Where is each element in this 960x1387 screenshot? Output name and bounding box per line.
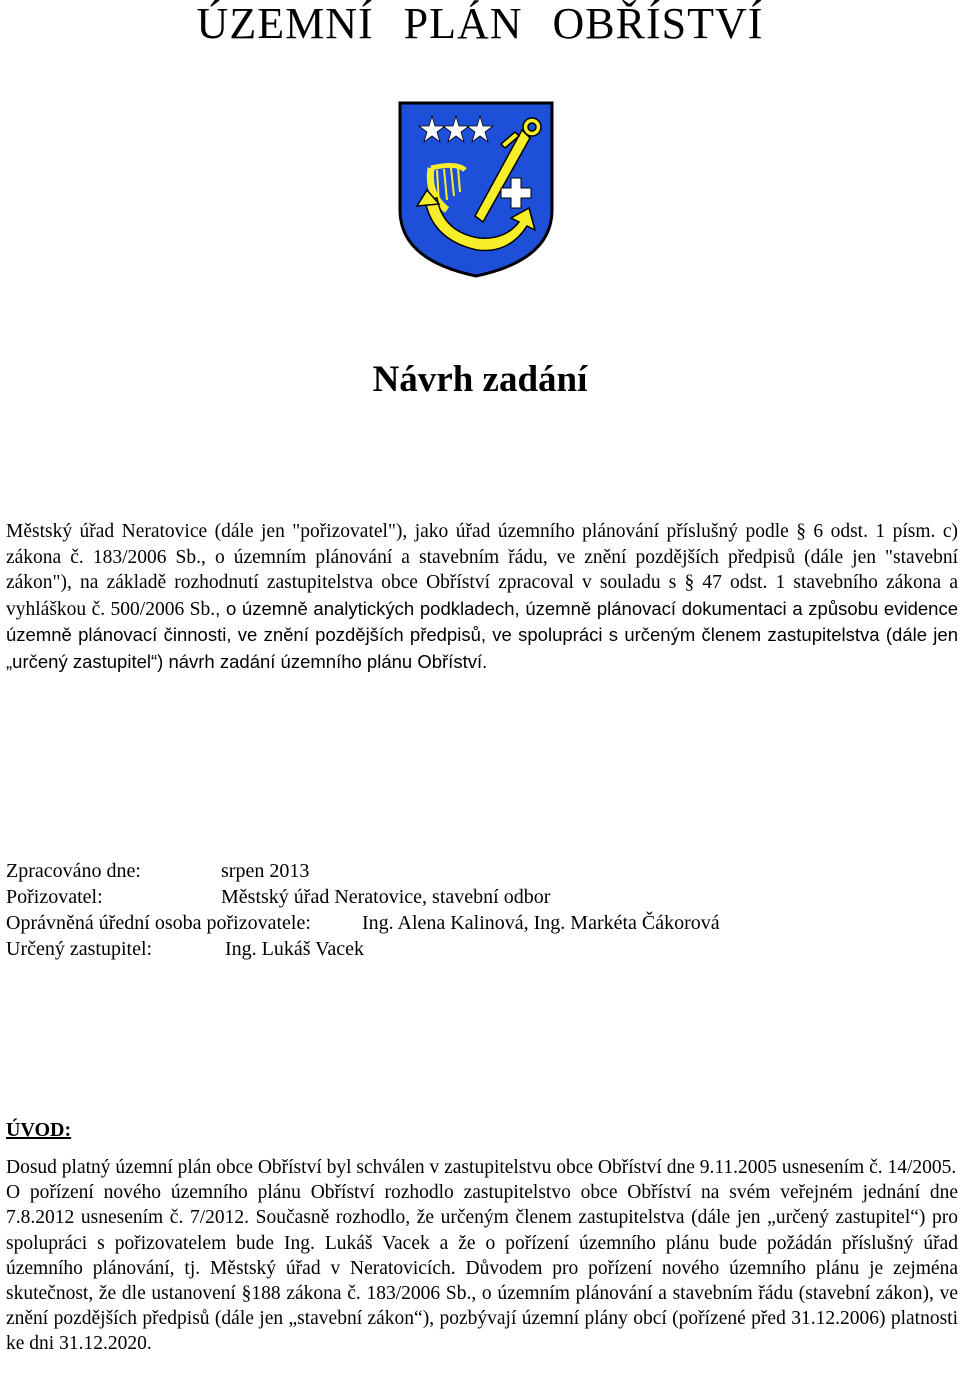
section-heading-uvod: ÚVOD: xyxy=(6,1119,72,1141)
representative-label: Určený zastupitel: xyxy=(6,938,153,960)
body-paragraph: Dosud platný územní plán obce Obříství byl schválen v zastupitelstvu obce Obříství dne 9.11.2005 usnesením č. 14/2005. xyxy=(6,1157,957,1178)
metadata-row-procurer xyxy=(6,884,958,910)
section-body xyxy=(6,1155,958,1357)
municipal-coat-of-arms xyxy=(397,100,555,278)
official-label: Oprávněná úřední osoba pořizovatele: xyxy=(6,912,311,934)
official-value: Ing. Alena Kalinová, Ing. Markéta Čákorová xyxy=(362,912,720,934)
date-label: Zpracováno dne: xyxy=(6,860,141,882)
body-paragraph: O pořízení nového územního plánu Obříství rozhodlo zastupitelstvo obce Obříství na svém veřejném jednání dne 7.8.2012 usnesením č. 7/2012. Současně rozhodlo, že určeným členem zastupitelstva (dále jen „určený zastupitel“) pro spolupráci s pořizovatelem bude Ing. Lukáš Vacek a že o pořízení územního plánu bude požádán příslušný úřad územního plánování, tj. Městský úřad v Neratovicích. Důvodem pro pořízení nového územního plánu je zejména skutečnost, že dle ustanovení §188 zákona č. 183/2006 Sb., o územním plánování a stavebním řádu (stavební zákon), ve znění pozdějších předpisů (dále jen „stavební zákon“), pozbývají územní plány obcí (pořízené před 31.12.2006) platnosti ke dni 31.12.2020. xyxy=(6,1182,958,1355)
metadata-row-date xyxy=(6,858,958,884)
procurer-label: Pořizovatel: xyxy=(6,886,103,908)
metadata-row-official xyxy=(6,910,958,936)
document-subtitle: Návrh zadání xyxy=(372,359,588,400)
representative-value: Ing. Lukáš Vacek xyxy=(225,938,365,960)
intro-text-part1: Městský úřad Neratovice (dále jen "pořizovatel"), jako úřad územního plánování příslušný podle § 6 odst. 1 písm. c) zákona č. 183/2006 Sb., o územním plánování a stavebním řádu, ve znění pozdějších předpisů (dále jen "stavební zákon"), na základě rozhodnutí zastupitelstva obce Obříství zpracoval v souladu s § 47 odst. 1 stavebního zákona a vyhláškou č. 500/2006 Sb. xyxy=(6,521,958,620)
document-metadata xyxy=(6,858,958,962)
page-title: ÚZEMNÍ PLÁN OBŘÍSTVÍ xyxy=(196,0,764,48)
procurer-value: Městský úřad Neratovice, stavební odbor xyxy=(221,886,551,908)
date-value: srpen 2013 xyxy=(221,860,310,882)
intro-paragraph xyxy=(6,519,958,676)
metadata-row-representative xyxy=(6,936,958,962)
intro-text-part2: , o územně analytických podkladech, územně plánovací dokumentaci a způsobu evidence územně plánovací činnosti, ve znění pozdějších předpisů, ve spolupráci s určeným členem zastupitelstva (dále jen „určený zastupitel“) návrh zadání územního plánu Obříství. xyxy=(6,597,958,672)
